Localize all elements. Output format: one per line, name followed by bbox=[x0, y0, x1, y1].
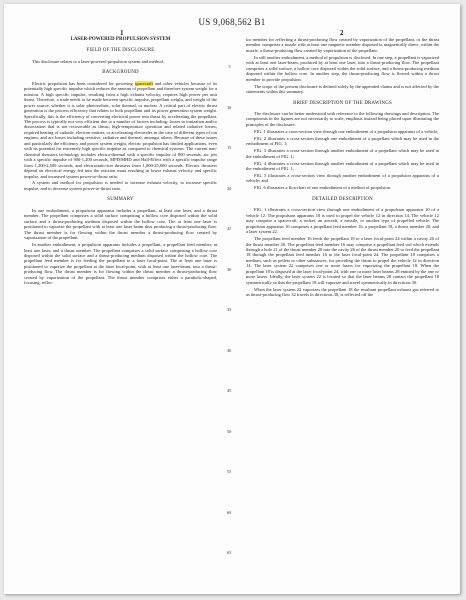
patent-number: US 9,068,562 B1 bbox=[198, 17, 266, 27]
paragraph: FIG. 6 illustrates a flowchart of one embodiment of a method of propulsion. bbox=[254, 185, 391, 191]
line-number: 5 bbox=[228, 64, 231, 69]
paragraph: tor member for reflecting a thrust-producing flow created by vaporization of the propellant, or the thrust member comprises a nozzle with at least one magnetic member disposed to magnetically direct, within the nozzle, a thrust-producing flow created by vaporization of the propellant. bbox=[246, 37, 439, 53]
paragraph: The scope of the present disclosure is defined solely by the appended claims and is not affected by the statements within this summary. bbox=[246, 83, 439, 95]
paragraph: FIG. 1 illustrates a cross-section view through one embodiment of a propulsion apparatus 10 of a vehicle 12. The propulsion apparatus 10 is used to propel the vehicle 12 in direction 14. The vehicle 12 may comprise a spacecraft, a rocket, an aircraft, a missile, or another type of propelled vehicle. The propulsion apparatus 10 comprises a propellant feed member 16, a propellant 18, a thrust member 20, and a laser system 22. bbox=[246, 207, 439, 235]
paragraph: The disclosure can be better understood with reference to the following drawings and description. The components in the figures are not necessarily to scale, emphasis instead being placed upon illustrating the principles of the disclosure. bbox=[246, 110, 439, 127]
column-right bbox=[246, 37, 439, 299]
line-number: 10 bbox=[227, 104, 232, 110]
line-number: 60 bbox=[227, 509, 232, 515]
section-heading: BRIEF DESCRIPTION OF THE DRAWINGS bbox=[293, 100, 392, 106]
patent-page bbox=[4, 4, 460, 594]
line-number: 50 bbox=[227, 428, 232, 434]
line-number: 45 bbox=[227, 388, 232, 393]
paragraph: FIG. 1 illustrates a cross-section view through one embodiment of a propulsion apparatus of a vehicle; bbox=[254, 128, 439, 134]
line-number: 25 bbox=[227, 226, 232, 231]
line-number: 30 bbox=[227, 266, 232, 272]
column-number-left: 1 bbox=[120, 29, 124, 37]
paragraph: In one embodiment, a propulsion apparatus includes a propellant, at least one laser, and a thrust member. The propellant comprises a solid surface comprising a hollow core disposed within the solid surface and a thrust-producing medium disposed within the hollow core. The at least one laser is positioned to vaporize the propellant with at least one laser beam thus producing a thrust-producing flow. The thrust member is for flowing within the thrust member a thrust-producing flow created by vaporization of the propellant. bbox=[24, 207, 217, 241]
paragraph: FIG. 5 illustrates a cross-section view through another embodiment of a propulsion apparatus of a vehicle; and bbox=[246, 173, 439, 184]
column-left bbox=[24, 37, 217, 287]
paragraph: FIG. 4 illustrates a cross-section through another embodiment of a propellant which may be used in the embodiment of FIG. 1; bbox=[246, 160, 439, 172]
paragraph: A system and method for propulsion is needed to increase exhaust velocity, to increase specific impulse, and to decrease system power-to-thrust ratio. bbox=[24, 180, 217, 191]
paragraph bbox=[24, 81, 217, 179]
line-number: 15 bbox=[227, 145, 232, 150]
paragraph-text: and other vehicles because of its potentially high specific impulse which reduces the amount of propellant and therefore system weight for a mission. A high specific impulse, resulting from a high exhaust velocity, requires high power per unit thrust. Therefore, a trade needs to be made between specific impulse, propellant weight, and weight of the power source, whether it is solar photovoltaic, solar thermal, or nuclear. A critical part of electric thrust generation is the process efficiency that relates to both propellant and its power generation system weight. Specifically, this is the efficiency of converting electrical power into thrust by accelerating the propellant. The process is typically not very efficient due to a number of factors including: losses to ionization and/or dissociation that is not recoverable as thrust; high-temperature operation and related radiative losses; required heating of cathode, electron emitter, or accelerating electrodes in the case of different types of ion engines; and arc losses including resistive, radiative and thermal, amongst others. Because of these issues and particularly the efficiency and power system weight, electric propulsion has limited applications, even with its potential for extremely high specific impulse as compared to chemical systems. The current non-chemical thrusters technology includes electro-thermal with a specific impulse of 800 seconds, arc jets with a specific impulse of 900-1,200 seconds, MPD/MHD and Hall-Effect with a specific impulse range from 1,200-2,500 seconds, and electrostatic-ion thrusters from 1,000-25,000 seconds. Electric thrusters depend on electrical energy fed into the reaction mass resulting in lower exhaust velocity and specific impulse, and increased system power-to-thrust ratio. bbox=[24, 80, 217, 179]
section-heading: SUMMARY bbox=[107, 197, 134, 203]
section-heading: DETAILED DESCRIPTION bbox=[312, 196, 373, 202]
document-title: LASER-POWERED PROPULSION SYSTEM bbox=[70, 37, 171, 42]
paragraph: When the laser system 22 vaporizes the propellant 18 the resultant propellant exhaust gas referred to as thrust-producing flow 32 travels in directions 30, is reflected off the bbox=[246, 286, 439, 298]
paragraph: In another embodiment, a propulsion apparatus includes a propellant, a propellant feed member, at least one laser, and a thrust member. The propellant comprises a solid surface comprising a hollow core disposed within the solid surface and a thrust-producing medium disposed within the hollow core. The propellant feed member is for feeding the propellant to a laser focal-point. The at least one laser is positioned to vaporize the propellant at the laser focal-point, with at least one laser-beam, into a thrust-producing flow. The thrust member is for flowing within the thrust member a thrust-producing flow created by vaporization of the propellant. The thrust member comprises either a parabolic-shaped, focusing, reflec- bbox=[24, 242, 217, 286]
paragraph: The propellant feed member 16 feeds the propellant 18 to a laser focal-point 24 within a cavity 26 of the thrust member 20. The propellant feed member 16 may comprise a propellant feed rod which extends through a hole 21 of the thrust member 20 into the cavity 26 of the thrust member 20 to feed the propellant 18 through the propellant feed member 16 to the laser focal-point 24. The propellant 18 comprises a medium, such as pellets or other substances, for providing the thrust to propel the vehicle 12 in direction 14. The laser system 22 comprises one or more lasers for vaporizing the propellant 18. When the propellant 18 is disposed at the laser focal-point 24, with one or more laser beams 28 emitted by the one or more lasers. Ideally, the laser system 22 is located so that the laser beams 28 contact the propellant 18 symmetrically so that the propellant 18 will vaporize and travel symmetrically in directions 30. bbox=[246, 236, 439, 285]
line-number: 55 bbox=[227, 469, 232, 474]
paragraph: FIG. 3 illustrates a cross-section through another embodiment of a propellant which may be used in the embodiment of FIG. 1; bbox=[246, 148, 439, 159]
line-number: 65 bbox=[227, 550, 232, 555]
paragraph: FIG. 2 illustrates a cross-section through one embodiment of a propellant which may be used in the embodiment of FIG. 1; bbox=[246, 135, 439, 147]
paragraph-text: Electric propulsion has been considered for powering bbox=[32, 80, 135, 86]
line-number: 35 bbox=[227, 307, 232, 312]
paragraph: This disclosure relates to a laser-powered propulsion system and method. bbox=[32, 58, 164, 64]
highlighted-term: spacecraft bbox=[134, 80, 153, 86]
paragraph: In still another embodiment, a method of propulsion is disclosed. In one step, a propellant is vaporized with at least one laser-beam, produced by at least one laser, into a thrust-producing flow. The propellant comprises a solid surface, a hollow core disposed within the solid surface, and a thrust-producing medium disposed within the hollow core. In another step, the thrust-producing flow is flowed within a thrust member to provide propulsion. bbox=[246, 54, 439, 82]
section-heading: BACKGROUND bbox=[102, 70, 139, 76]
line-number: 40 bbox=[227, 347, 232, 353]
line-number: 20 bbox=[227, 185, 232, 191]
section-heading: FIELD OF THE DISCLOSURE bbox=[86, 48, 155, 54]
column-number-right: 2 bbox=[340, 29, 344, 37]
